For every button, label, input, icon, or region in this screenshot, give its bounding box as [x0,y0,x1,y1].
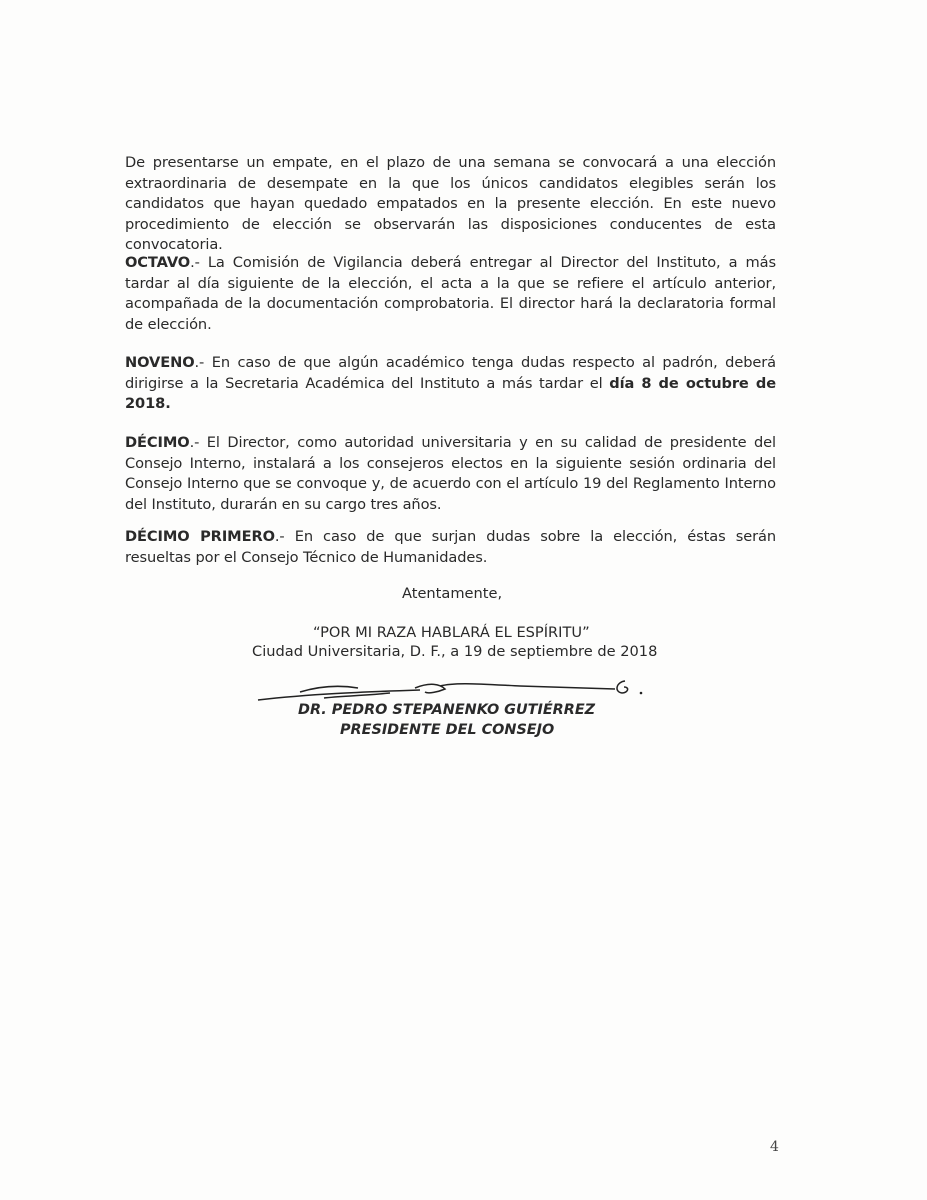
article-keyword: DÉCIMO [125,434,190,451]
salutation: Atentamente, [402,585,503,602]
signature-block [240,676,660,746]
article-keyword: DÉCIMO PRIMERO [125,528,275,545]
page-number: 4 [770,1139,779,1155]
paragraph-text: .- El Director, como autoridad universitaria y en su calidad de presidente del Consejo Interno, instalará a los consejeros electos en la siguiente sesión ordinaria del Consejo Interno que se convoque y, de acuerdo con el artículo 19 del Reglamento Interno del Instituto, durarán en su cargo tres años. [125,434,776,513]
article-keyword: OCTAVO [125,254,191,271]
article-keyword: NOVENO [125,354,195,371]
motto: “POR MI RAZA HABLARÁ EL ESPÍRITU” [313,624,590,641]
signatory-title: PRESIDENTE DEL CONSEJO [340,722,555,738]
paragraph-noveno [125,353,776,415]
paragraph-decimo-primero [125,527,776,568]
paragraph-text: .- En caso de que algún académico tenga dudas respecto al padrón, deberá dirigirse a la Secretaria Académica del Instituto a más tardar el [125,354,776,392]
paragraph-text: De presentarse un empate, en el plazo de una semana se convocará a una elección extraordinaria de desempate en la que los únicos candidatos elegibles serán los candidatos que hayan quedado empatados en la presente elección. En este nuevo procedimiento de elección se observarán las disposiciones conducentes de esta convocatoria. [125,154,776,253]
paragraph-text: .- En caso de que surjan dudas sobre la elección, éstas serán resueltas por el Consejo Técnico de Humanidades. [125,528,776,566]
place-date: Ciudad Universitaria, D. F., a 19 de septiembre de 2018 [252,643,658,660]
paragraph-decimo [125,433,776,515]
paragraph-octavo [125,253,776,335]
paragraph-tie-rule [125,153,776,256]
deadline-date: día 8 de octubre de 2018. [125,374,776,412]
signatory-name: DR. PEDRO STEPANENKO GUTIÉRREZ [298,702,596,718]
paragraph-text: .- La Comisión de Vigilancia deberá entregar al Director del Instituto, a más tardar al día siguiente de la elección, el acta a la que se refiere el artículo anterior, acompañada de la documentación comprobatoria. El director hará la declaratoria formal de elección. [125,254,776,333]
